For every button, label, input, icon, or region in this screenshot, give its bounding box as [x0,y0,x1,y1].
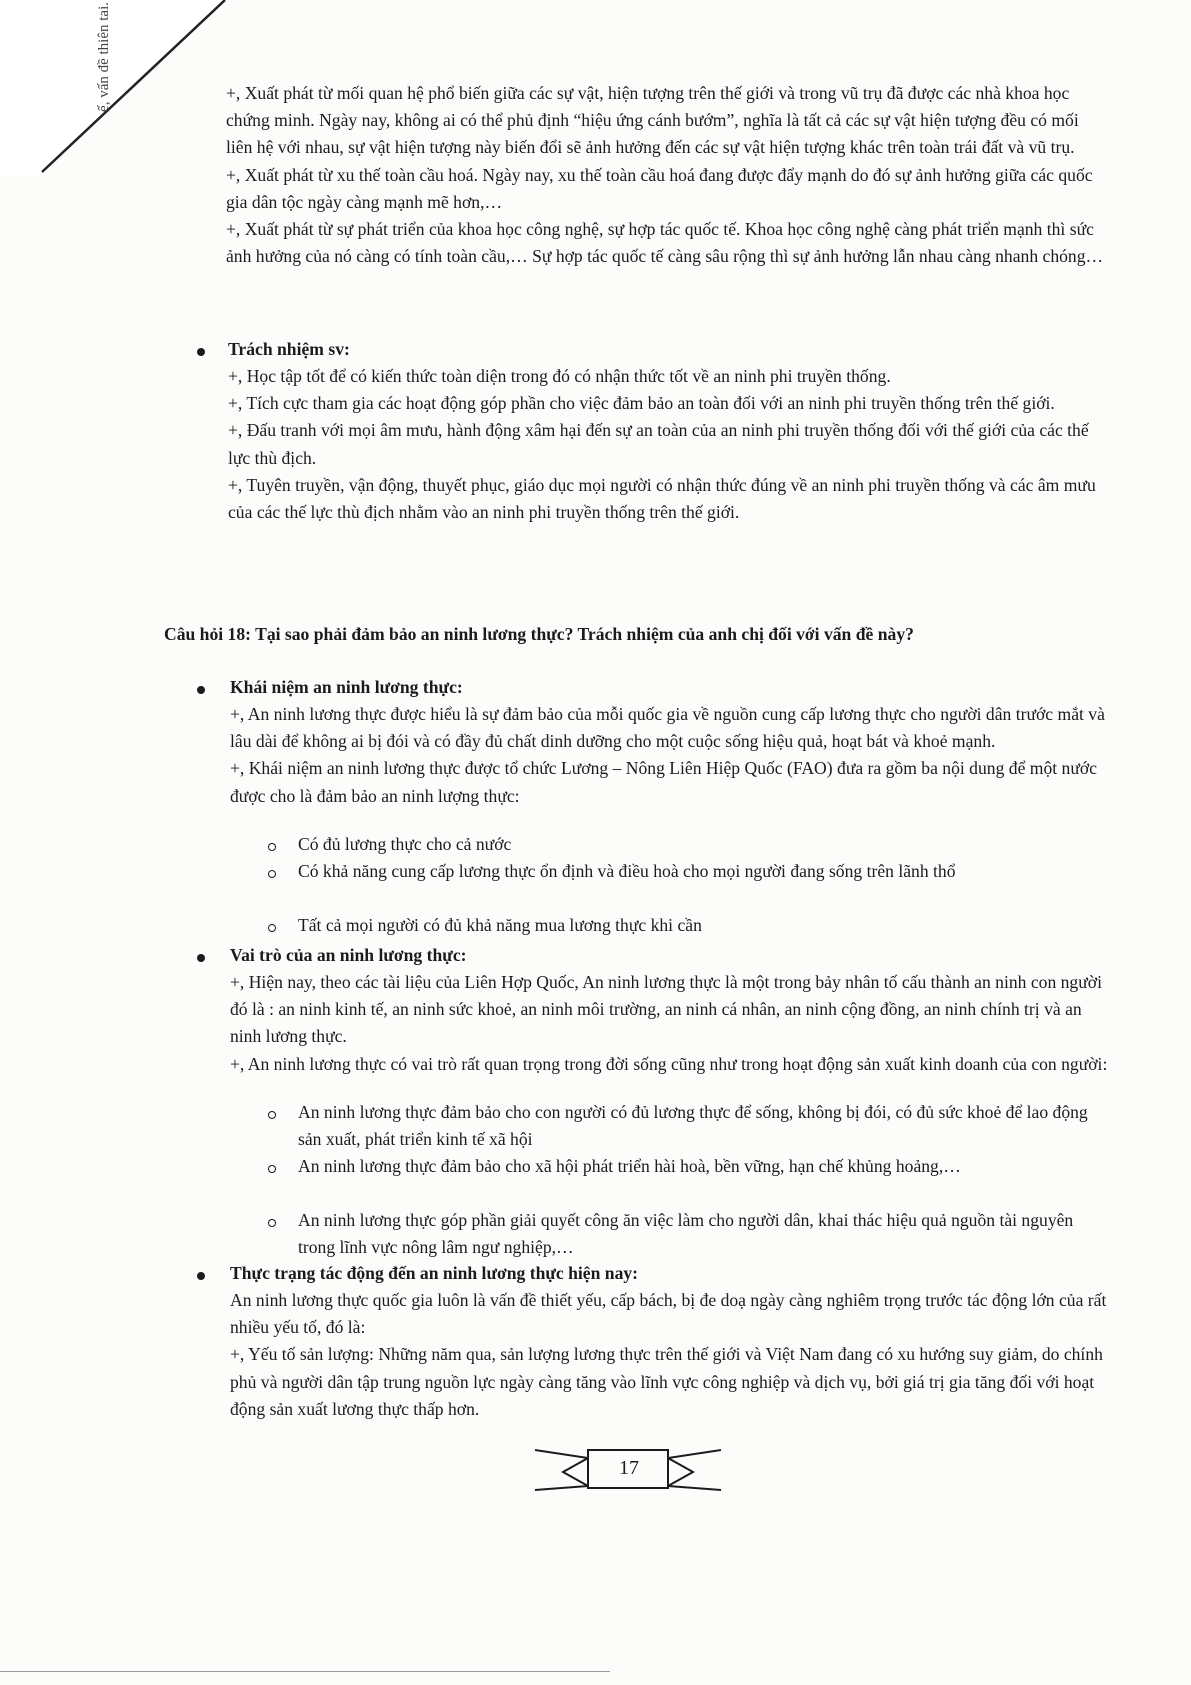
responsibility-list [228,363,1108,526]
circle-bullet-icon [268,1219,276,1227]
paragraph: +, Khái niệm an ninh lương thực được tổ chức Lương – Nông Liên Hiệp Quốc (FAO) đưa ra gồm ba nội dung để một nước được cho là đảm bảo an ninh lượng thực: [230,758,1097,806]
question-title: Câu hỏi 18: Tại sao phải đảm bảo an ninh lương thực? Trách nhiệm của anh chị đối với vấn đề này? [164,624,914,644]
bottom-rule [0,1671,610,1672]
list-item: +, Học tập tốt để có kiến thức toàn diện trong đó có nhận thức tốt về an ninh phi truyền thống. [228,366,891,386]
concept-body [230,701,1110,810]
paragraph: An ninh lương thực quốc gia luôn là vấn đề thiết yếu, cấp bách, bị đe doạ ngày càng nghiêm trọng trước tác động lớn của rất nhiều yếu tố, đó là: [230,1290,1107,1338]
intro-section [226,80,1106,270]
folded-corner [0,0,230,200]
list-item: An ninh lương thực đảm bảo cho xã hội phát triển hài hoà, bền vững, hạn chế khủng hoảng,… [298,1156,961,1176]
paragraph: +, Xuất phát từ mối quan hệ phổ biến giữa các sự vật, hiện tượng trên thế giới và trong vũ trụ đã được các nhà khoa học chứng minh. Ngày nay, không ai có thể phủ định “hiệu ứng cánh bướm”, nghĩa là tất cả các sự vật hiện tượng đều có mối liên hệ với nhau, sự vật hiện tượng này biến đổi sẽ ảnh hưởng đến các sự vật hiện tượng khác trên toàn trái đất và vũ trụ. [226,83,1079,158]
role-body [230,969,1110,1078]
circle-bullet-icon [268,924,276,932]
paragraph: +, Xuất phát từ sự phát triển của khoa học công nghệ, sự hợp tác quốc tế. Khoa học công nghệ càng phát triển mạnh thì sức ảnh hưởng của nó càng có tính toàn cầu,… Sự hợp tác quốc tế càng sâu rộng thì sự ảnh hưởng lẫn nhau càng nhanh chóng… [226,219,1104,267]
concept-heading: Khái niệm an ninh lương thực: [230,677,463,697]
paragraph: +, An ninh lương thực được hiểu là sự đảm bảo của mỗi quốc gia về nguồn cung cấp lương thực cho người dân trước mắt và lâu dài để không ai bị đói và có đầy đủ chất dinh dưỡng cho một cuộc sống hiệu quả, hoạt bát và khoẻ mạnh. [230,704,1105,752]
list-item: +, Đấu tranh với mọi âm mưu, hành động xâm hại đến sự an toàn của an ninh phi truyền thống đối với thế giới của các thế lực thù địch. [228,420,1089,468]
list-item: Có khả năng cung cấp lương thực ổn định và điều hoà cho mọi người đang sống trên lãnh thổ [298,861,956,881]
bullet-icon [197,1272,205,1280]
paragraph: +, Xuất phát từ xu thế toàn cầu hoá. Ngày nay, xu thế toàn cầu hoá đang được đẩy mạnh do đó sự ảnh hưởng giữa các quốc gia dân tộc ngày càng mạnh mẽ hơn,… [226,164,1093,212]
list-item: An ninh lương thực góp phần giải quyết công ăn việc làm cho người dân, khai thác hiệu quả nguồn tài nguyên trong lĩnh vực nông lâm ngư nghiệp,… [298,1210,1074,1258]
role-heading: Vai trò của an ninh lương thực: [230,945,467,965]
list-item: Tất cả mọi người có đủ khả năng mua lương thực khi cần [298,915,702,935]
list-item: An ninh lương thực đảm bảo cho con người có đủ lương thực để sống, không bị đói, có đủ sức khoẻ để lao động sản xuất, phát triển kinh tế xã hội [298,1102,1088,1150]
paragraph: +, Hiện nay, theo các tài liệu của Liên Hợp Quốc, An ninh lương thực là một trong bảy nhân tố cấu thành an ninh con người đó là : an ninh kinh tế, an ninh sức khoẻ, an ninh môi trường, an ninh cá nhân, an ninh cộng đồng, an ninh chính trị và an ninh lương thực. [230,972,1102,1047]
list-item: +, Tuyên truyền, vận động, thuyết phục, giáo dục mọi người có nhận thức đúng về an ninh phi truyền thống và các âm mưu của các thế lực thù địch nhằm vào an ninh phi truyền thống trên thế giới. [228,474,1096,523]
bullet-icon [197,686,205,694]
responsibility-heading: Trách nhiệm sv: [228,339,350,359]
circle-bullet-icon [268,1165,276,1173]
status-body [230,1287,1110,1423]
corner-text-fragment: ế, vấn đề thiên tai. [96,2,112,112]
page-number: 17 [619,1457,639,1479]
circle-bullet-icon [268,870,276,878]
paragraph: +, An ninh lương thực có vai trò rất quan trọng trong đời sống cũng như trong hoạt động sản xuất kinh doanh của con người: [230,1053,1108,1074]
status-heading: Thực trạng tác động đến an ninh lương thực hiện nay: [230,1263,639,1283]
bullet-icon [197,954,205,962]
list-item: +, Tích cực tham gia các hoạt động góp phần cho việc đảm bảo an toàn đối với an ninh phi truyền thống trên thế giới. [228,393,1055,414]
list-item: Có đủ lương thực cho cả nước [298,834,512,854]
circle-bullet-icon [268,843,276,851]
page-number-banner [533,1446,723,1492]
paragraph: +, Yếu tố sản lượng: Những năm qua, sản lượng lương thực trên thế giới và Việt Nam đang có xu hướng suy giảm, do chính phủ và người dân tập trung nguồn lực ngày càng tăng vào lĩnh vực công nghiệp và dịch vụ, bởi giá trị gia tăng đối với hoạt động sản xuất lương thực thấp hơn. [230,1344,1103,1419]
circle-bullet-icon [268,1111,276,1119]
bullet-icon [197,348,205,356]
